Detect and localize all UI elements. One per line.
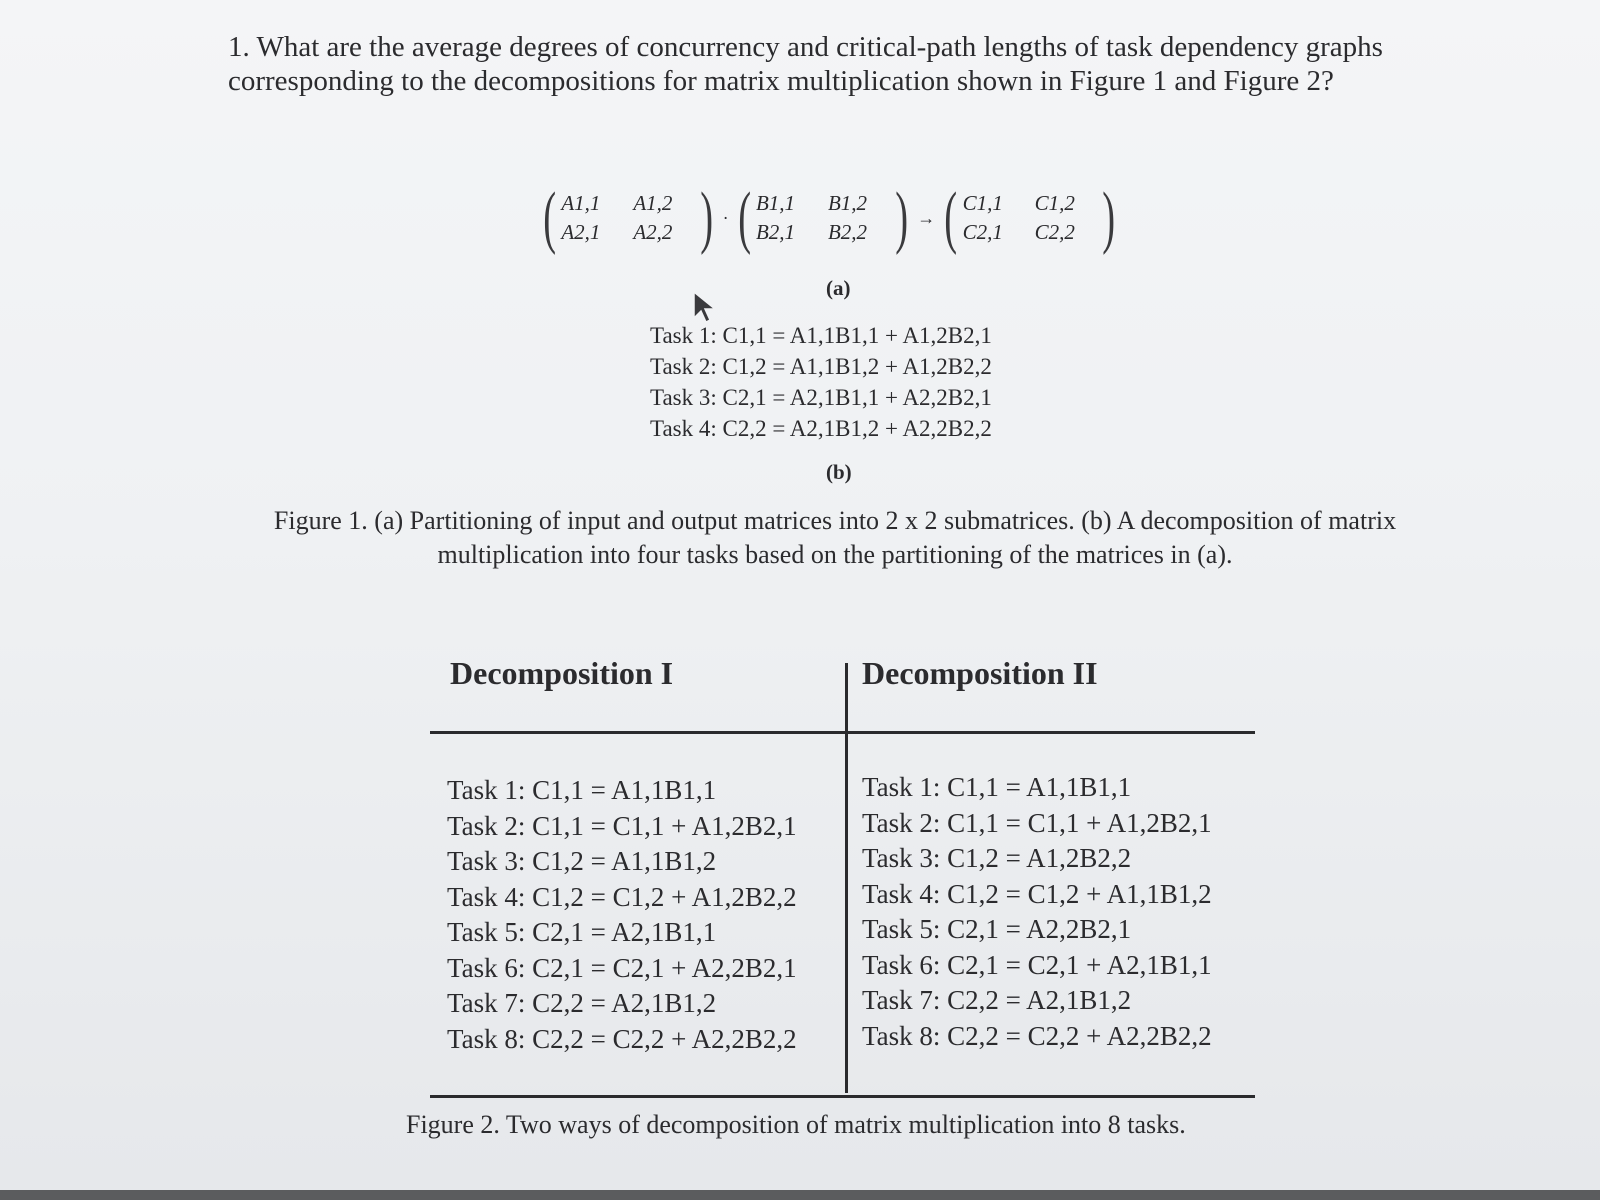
figure-1-caption: Figure 1. (a) Partitioning of input and output matrices into 2 x 2 submatrices. (b) A decomposition of matrix multiplication into four tasks based on the partitioning of the matrices in (a). bbox=[273, 506, 1397, 569]
matrix-c-cell: C2,1 bbox=[962, 220, 1003, 244]
matrix-a: ( A1,1 A1,2 A2,1 A2,2 ) bbox=[543, 179, 714, 256]
arrow-operator: → bbox=[917, 207, 936, 228]
task-line: Task 7: C2,2 = A2,1B1,2 bbox=[447, 988, 717, 1018]
matrix-b-cell: B1,2 bbox=[827, 191, 868, 215]
decomposition-1-tasks bbox=[447, 773, 797, 1057]
task-line: Task 6: C2,1 = C2,1 + A2,1B1,1 bbox=[862, 949, 1212, 980]
matrix-b: ( B1,1 B1,2 B2,1 B2,2 ) bbox=[737, 179, 909, 256]
subfigure-label-a: (a) bbox=[826, 276, 851, 300]
question-text: 1. What are the average degrees of concurrency and critical-path lengths of task dependency graphs corresponding to the decompositions for matrix multiplication shown in Figure 1 and Figure 2? bbox=[228, 31, 1383, 97]
matrix-a-cell: A2,2 bbox=[633, 220, 673, 244]
task-line: Task 4: C1,2 = C1,2 + A1,1B1,2 bbox=[862, 878, 1212, 909]
mouse-pointer-icon bbox=[690, 290, 720, 324]
task-line: Task 1: C1,1 = A1,1B1,1 + A1,2B2,1 bbox=[650, 323, 992, 348]
matrix-c-cell: C1,1 bbox=[962, 191, 1003, 215]
matrix-equation bbox=[538, 179, 1120, 256]
matrix-a-cell: A1,2 bbox=[633, 191, 673, 215]
subfigure-label-b: (b) bbox=[826, 460, 852, 484]
task-line: Task 4: C2,2 = A2,1B1,2 + A2,2B2,2 bbox=[650, 416, 992, 441]
column-divider bbox=[845, 663, 848, 1093]
task-line: Task 8: C2,2 = C2,2 + A2,2B2,2 bbox=[862, 1020, 1212, 1051]
decomposition-table bbox=[430, 655, 1255, 1103]
task-line: Task 5: C2,1 = A2,1B1,1 bbox=[447, 917, 717, 947]
matrix-a-cell: A1,1 bbox=[561, 191, 601, 215]
task-line: Task 3: C2,1 = A2,1B1,1 + A2,2B2,1 bbox=[650, 385, 992, 410]
task-line: Task 4: C1,2 = C1,2 + A1,2B2,2 bbox=[447, 881, 797, 912]
matrix-c-cell: C2,2 bbox=[1034, 220, 1075, 244]
matrix-b-cell: B2,1 bbox=[755, 220, 796, 244]
bottom-rule bbox=[430, 1095, 1255, 1098]
task-line: Task 7: C2,2 = A2,1B1,2 bbox=[862, 985, 1132, 1015]
matrix-b-cell: B1,1 bbox=[755, 191, 796, 215]
multiply-operator: · bbox=[722, 207, 729, 228]
task-line: Task 3: C1,2 = A1,2B2,2 bbox=[862, 843, 1132, 873]
task-line: Task 1: C1,1 = A1,1B1,1 bbox=[862, 772, 1132, 802]
header-rule bbox=[430, 731, 1255, 734]
task-line: Task 3: C1,2 = A1,1B1,2 bbox=[447, 846, 717, 876]
decomposition-2-heading: Decomposition II bbox=[862, 655, 1098, 691]
decomposition-2-tasks bbox=[862, 770, 1212, 1054]
task-line: Task 8: C2,2 = C2,2 + A2,2B2,2 bbox=[447, 1023, 797, 1054]
decomposition-1-heading: Decomposition I bbox=[450, 655, 674, 691]
four-task-decomposition bbox=[650, 320, 992, 444]
task-line: Task 6: C2,1 = C2,1 + A2,2B2,1 bbox=[447, 952, 797, 983]
figure-2-caption: Figure 2. Two ways of decomposition of matrix multiplication into 8 tasks. bbox=[406, 1110, 1186, 1139]
task-line: Task 2: C1,2 = A1,1B1,2 + A1,2B2,2 bbox=[650, 354, 992, 379]
matrix-c-cell: C1,2 bbox=[1034, 191, 1075, 215]
screen-bottom-edge bbox=[0, 1190, 1600, 1200]
matrix-b-cell: B2,2 bbox=[827, 220, 868, 244]
task-line: Task 5: C2,1 = A2,2B2,1 bbox=[862, 914, 1132, 944]
task-line: Task 2: C1,1 = C1,1 + A1,2B2,1 bbox=[447, 810, 797, 841]
matrix-c: ( C1,1 C1,2 C2,1 C2,2 ) bbox=[944, 179, 1115, 256]
matrix-a-cell: A2,1 bbox=[561, 220, 601, 244]
task-line: Task 1: C1,1 = A1,1B1,1 bbox=[447, 775, 717, 805]
task-line: Task 2: C1,1 = C1,1 + A1,2B2,1 bbox=[862, 807, 1212, 838]
